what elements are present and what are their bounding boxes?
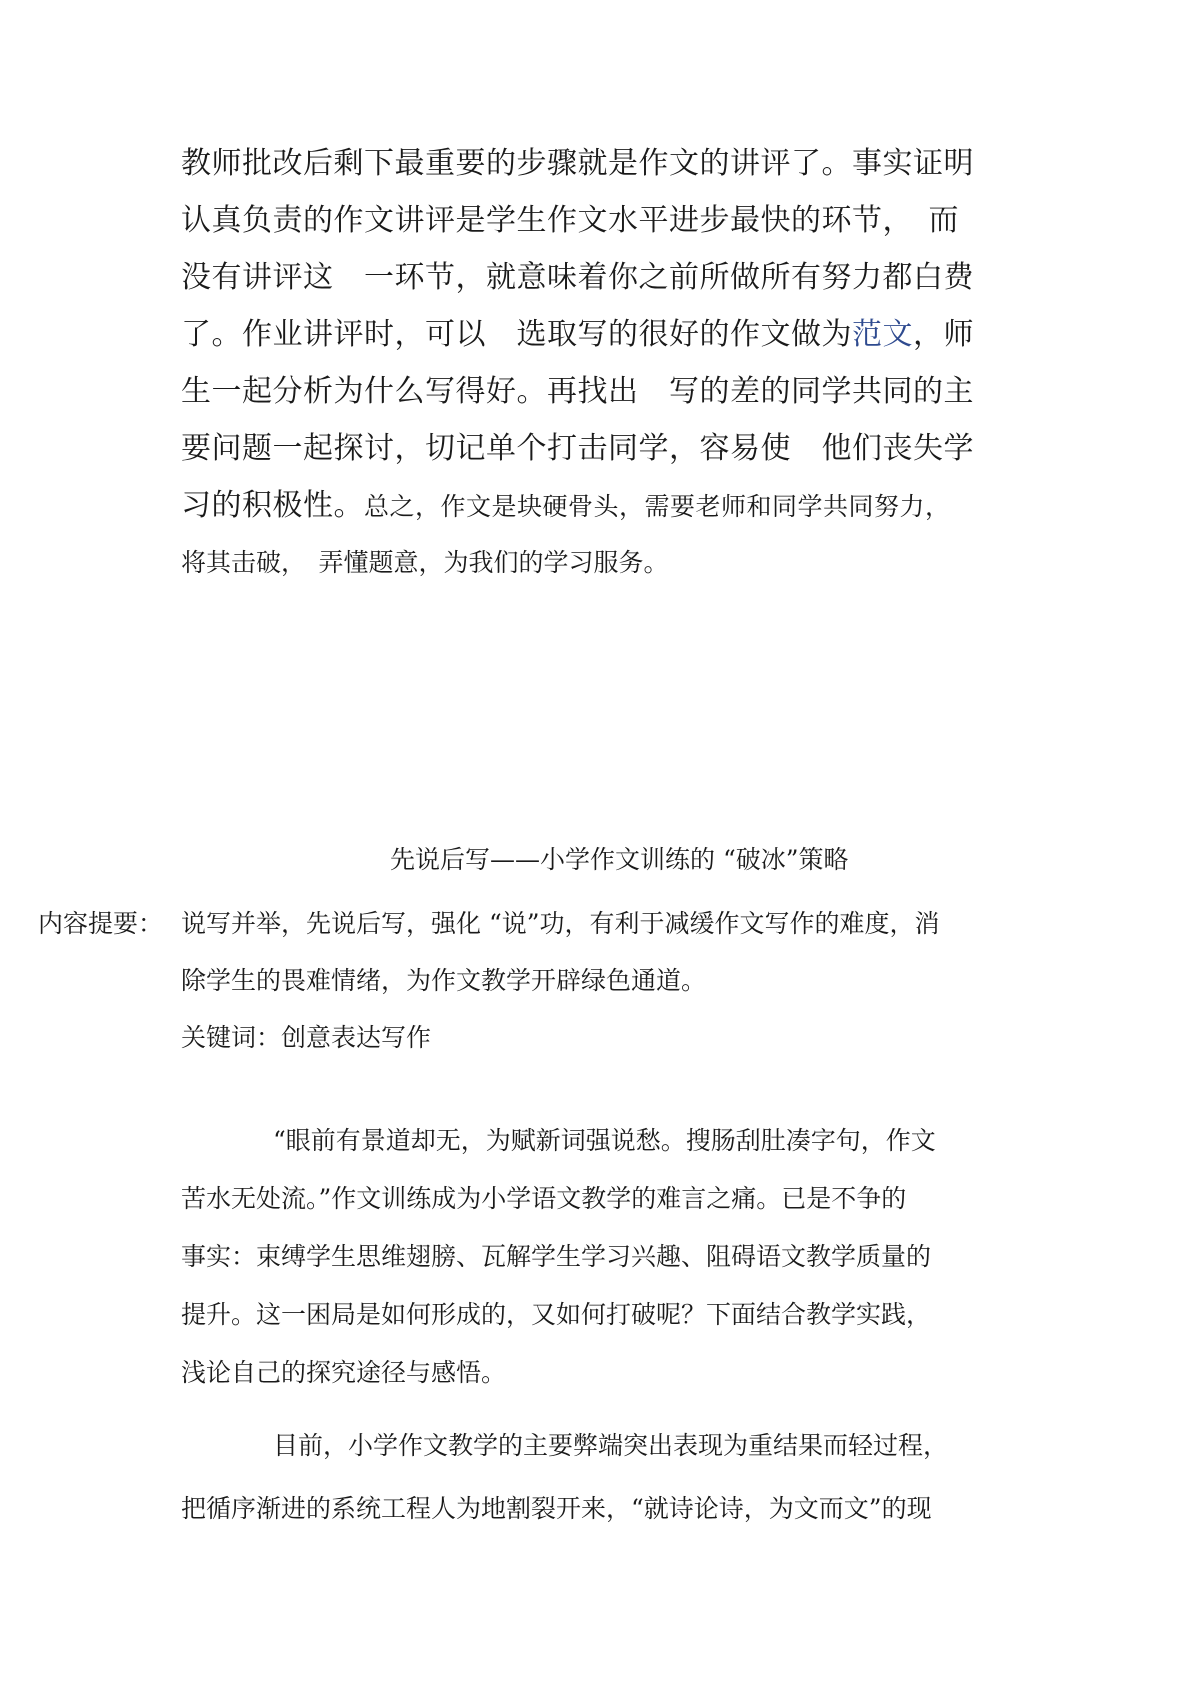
paragraph-line: 目前，小学作文教学的主要弊端突出表现为重结果而轻过程， <box>273 1431 949 1460</box>
paragraph-line: 事实：束缚学生思维翅膀、瓦解学生学习兴趣、阻碍语文教学质量的 <box>181 1242 932 1271</box>
paragraph-line <box>181 486 1011 527</box>
fanwen-link[interactable]: 范文 <box>852 317 913 352</box>
paragraph-line: 生一起分析为什么写得好。再找出 写的差的同学共同的主 <box>181 374 974 409</box>
paragraph-line: 将其击破， 弄懂题意，为我们的学习服务。 <box>181 548 669 577</box>
paragraph-line: 提升。这一困局是如何形成的，又如何打破呢？下面结合教学实践， <box>181 1300 932 1329</box>
paragraph-line: 教师批改后剩下最重要的步骤就是作文的讲评了。事实证明 <box>181 146 974 181</box>
abstract-text: 除学生的畏难情绪，为作文教学开辟绿色通道。 <box>181 966 707 995</box>
paragraph-line: 浅论自己的探究途径与感悟。 <box>181 1358 507 1387</box>
paragraph-line: 没有讲评这 一环节，就意味着你之前所做所有努力都白费 <box>181 260 974 295</box>
paragraph-line: “眼前有景道却无，为赋新词强说愁。搜肠刮肚凑字句，作文 <box>273 1126 936 1155</box>
paragraph-line <box>181 315 1011 355</box>
paragraph-line: 苦水无处流。”作文训练成为小学语文教学的难言之痛。已是不争的 <box>181 1184 907 1213</box>
line-text-small: 总之，作文是块硬骨头，需要老师和同学共同努力， <box>364 492 951 521</box>
article-title: 先说后写——小学作文训练的 “破冰”策略 <box>390 845 849 874</box>
keywords: 关键词：创意表达写作 <box>181 1023 432 1052</box>
line-text: 习的积极性。 <box>181 488 364 523</box>
paragraph-line: 认真负责的作文讲评是学生作文水平进步最快的环节， 而 <box>181 203 959 238</box>
abstract-label: 内容提要： <box>38 909 164 938</box>
paragraph-line: 把循序渐进的系统工程人为地割裂开来，“就诗论诗，为文而文”的现 <box>181 1494 932 1523</box>
line-text: ，师 <box>913 317 974 352</box>
abstract-text: 说写并举，先说后写，强化 “说”功，有利于减缓作文写作的难度，消 <box>181 909 940 938</box>
line-text: 了。作业讲评时，可以 选取写的很好的作文做为 <box>181 317 852 352</box>
paragraph-line: 要问题一起探讨，切记单个打击同学，容易使 他们丧失学 <box>181 431 974 466</box>
